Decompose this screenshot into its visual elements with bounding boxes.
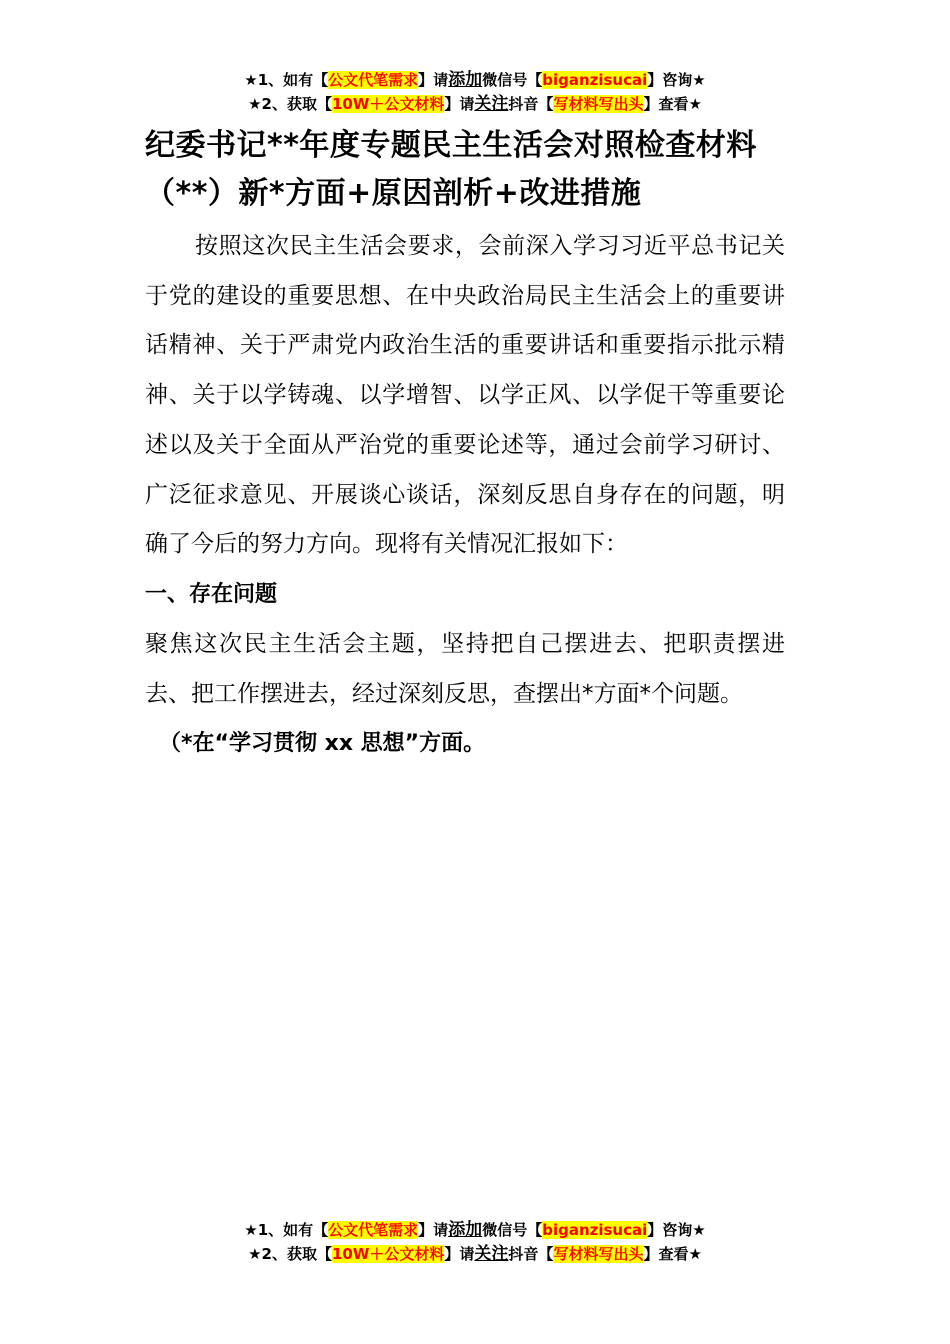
footer-materials-highlight: 10W＋公文材料 xyxy=(331,1245,445,1263)
header-banner xyxy=(0,68,950,116)
footer-line-1-prefix: ★1、如有【 xyxy=(244,1221,329,1239)
banner-line-1-suffix: 】咨询★ xyxy=(647,71,706,89)
footer-douyin-highlight: 写材料写出头 xyxy=(553,1245,644,1263)
footer-banner-line-2 xyxy=(0,1242,950,1266)
banner-line-2 xyxy=(0,92,950,116)
footer-line-1-suffix: 】咨询★ xyxy=(647,1221,706,1239)
footer-line-1-mid1: 】请 xyxy=(418,1221,449,1239)
footer-line-1-mid2: 微信号【 xyxy=(482,1221,543,1239)
footer-line-2-suffix: 】查看★ xyxy=(643,1245,702,1263)
footer-banner xyxy=(0,1218,950,1266)
banner-line-2-suffix: 】查看★ xyxy=(643,95,702,113)
footer-line-2-prefix: ★2、获取【 xyxy=(248,1245,332,1263)
banner-line-2-prefix: ★2、获取【 xyxy=(248,95,332,113)
wechat-id-highlight: biganzisucai xyxy=(542,71,648,89)
footer-banner-line-1 xyxy=(0,1218,950,1242)
footer-follow-text: 关注 xyxy=(474,1244,509,1264)
service-highlight: 公文代笔需求 xyxy=(328,71,419,89)
materials-highlight: 10W＋公文材料 xyxy=(331,95,445,113)
section-heading-problems: 一、存在问题 xyxy=(145,581,278,607)
footer-wechat-id-highlight: biganzisucai xyxy=(542,1221,648,1239)
douyin-highlight: 写材料写出头 xyxy=(553,95,644,113)
banner-line-1-prefix: ★1、如有【 xyxy=(244,71,329,89)
banner-line-1-mid2: 微信号【 xyxy=(482,71,543,89)
banner-line-1-mid1: 】请 xyxy=(418,71,449,89)
banner-line-2-mid1: 】请 xyxy=(444,95,475,113)
add-text: 添加 xyxy=(448,70,483,90)
footer-line-2-mid2: 抖音【 xyxy=(508,1245,554,1263)
footer-line-2-mid1: 】请 xyxy=(444,1245,475,1263)
document-body xyxy=(145,122,785,769)
footer-service-highlight: 公文代笔需求 xyxy=(328,1221,419,1239)
item-heading-1: （*在“学习贯彻 xx 思想”方面。 xyxy=(159,731,486,757)
follow-text: 关注 xyxy=(474,94,509,114)
banner-line-1 xyxy=(0,68,950,92)
intro-paragraph: 按照这次民主生活会要求，会前深入学习习近平总书记关于党的建设的重要思想、在中央政治局民主生活会上的重要讲话精神、关于严肃党内政治生活的重要讲话和重要指示批示精神、关于以学铸魂、以学增智、以学正风、以学促干等重要论述以及关于全面从严治党的重要论述等，通过会前学习研讨、广泛征求意见、开展谈心谈话，深刻反思自身存在的问题，明确了今后的努力方向。现将有关情况汇报如下： xyxy=(145,233,785,558)
banner-line-2-mid2: 抖音【 xyxy=(508,95,554,113)
footer-add-text: 添加 xyxy=(448,1220,483,1240)
document-title: 纪委书记**年度专题民主生活会对照检查材料（**）新*方面+原因剖析+改进措施 xyxy=(145,128,757,211)
section-problems-paragraph: 聚焦这次民主生活会主题，坚持把自己摆进去、把职责摆进去、把工作摆进去，经过深刻反思，查摆出*方面*个问题。 xyxy=(145,630,785,707)
